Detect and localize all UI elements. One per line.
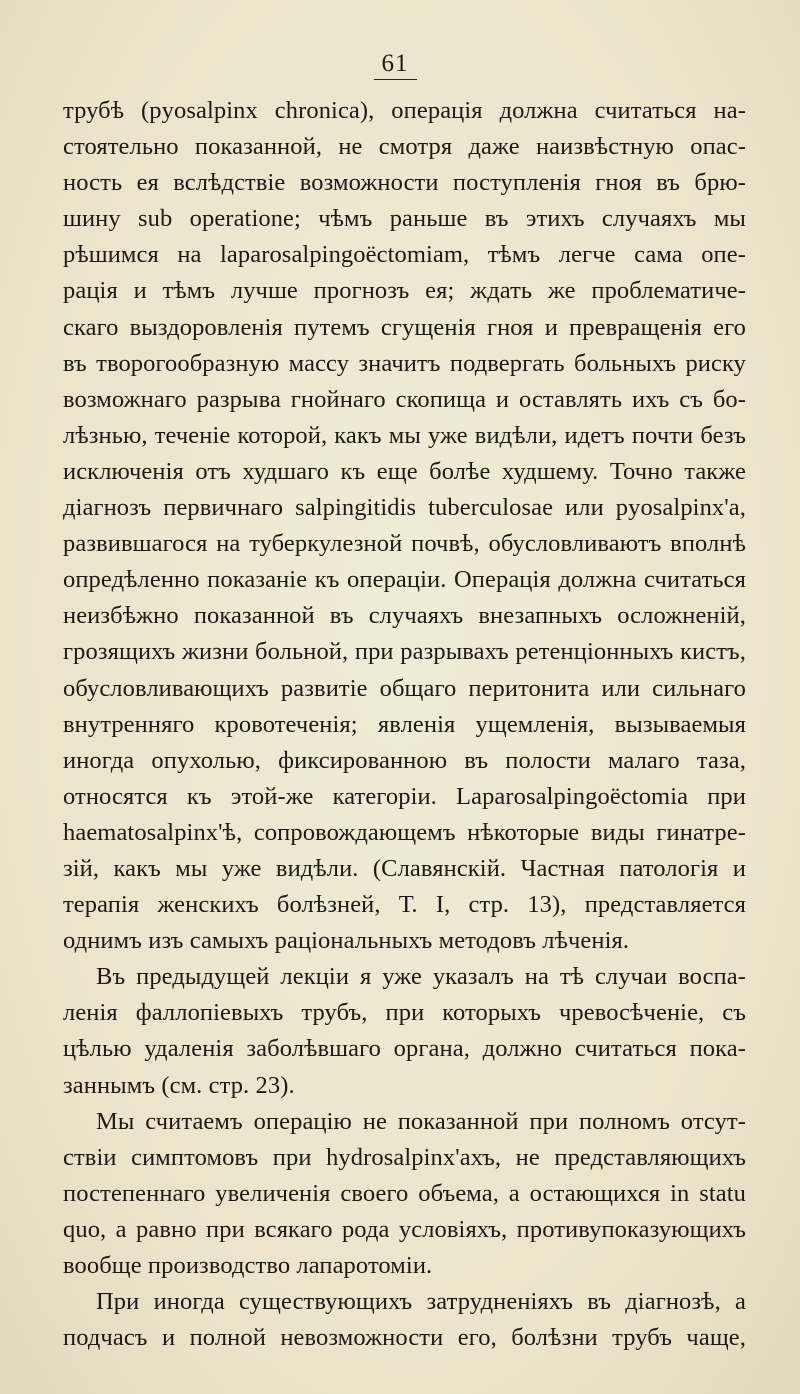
- text-line: опредѣленно показаніе къ операціи. Операція должна считаться: [63, 566, 746, 594]
- text-line: quo, а равно при всякаго рода условіяхъ, противупоказующихъ: [63, 1215, 746, 1243]
- page-number: [0, 50, 800, 80]
- text-line: исключенія отъ худшаго къ еще болѣе худшему. Точно также: [63, 457, 746, 485]
- text-line: рѣшимся на laparosalpingoëctomiam, тѣмъ легче сама опе-: [63, 241, 746, 269]
- text-line: стоятельно показанной, не смотря даже наизвѣстную опас-: [63, 133, 746, 161]
- text-line: внутренняго кровотеченія; явленія ущемленія, вызываемыя: [63, 710, 746, 738]
- text-line: Въ предыдущей лекціи я уже указалъ на тѣ случаи воспа-: [96, 963, 746, 991]
- text-line: терапія женскихъ болѣзней, Т. I, стр. 13), представляется: [63, 891, 746, 919]
- text-line: ность ея вслѣдствіе возможности поступленія гноя въ брю-: [63, 169, 746, 197]
- text-line: цѣлью удаленія заболѣвшаго органа, должно считаться пока-: [63, 1035, 746, 1063]
- text-line: заннымъ (см. стр. 23).: [63, 1071, 295, 1099]
- text-line: діагнозъ первичнаго salpingitidis tuberculosae или pyosalpinx'а,: [63, 494, 746, 522]
- text-line: ствіи симптомовъ при hydrosalpinx'ахъ, не представляющихъ: [63, 1143, 746, 1171]
- page-number-text: 61: [374, 50, 417, 80]
- text-line: обусловливающихъ развитіе общаго перитонита или сильнаго: [63, 674, 746, 702]
- text-line: неизбѣжно показанной въ случаяхъ внезапныхъ осложненій,: [63, 602, 746, 630]
- text-line: ленія фаллопіевыхъ трубъ, при которыхъ чревосѣченіе, съ: [63, 999, 746, 1027]
- text-line: шину sub operatione; чѣмъ раньше въ этихъ случаяхъ мы: [63, 205, 746, 233]
- text-line: трубѣ (pyosalpinx chronica), операція должна считаться на-: [63, 97, 746, 124]
- text-line: въ творогообразную массу значитъ подвергать больныхъ риску: [63, 349, 746, 377]
- text-line: скаго выздоровленія путемъ сгущенія гноя и превращенія его: [63, 313, 746, 341]
- text-line: haematosalpinx'ѣ, сопровождающемъ нѣкоторые виды гинатре-: [63, 818, 746, 846]
- text-line: развившагося на туберкулезной почвѣ, обусловливаютъ вполнѣ: [63, 530, 746, 558]
- text-line: зій, какъ мы уже видѣли. (Славянскій. Частная патологія и: [63, 854, 746, 882]
- text-line: грозящихъ жизни больной, при разрывахъ ретенціонныхъ кистъ,: [63, 638, 746, 666]
- text-line: однимъ изъ самыхъ раціональныхъ методовъ лѣченія.: [63, 927, 630, 955]
- text-line: иногда опухолью, фиксированною въ полости малаго таза,: [63, 746, 746, 774]
- text-line: рація и тѣмъ лучше прогнозъ ея; ждать же проблематиче-: [63, 277, 746, 305]
- text-line: лѣзнью, теченіе которой, какъ мы уже видѣли, идетъ почти безъ: [63, 421, 746, 449]
- text-line: возможнаго разрыва гнойнаго скопища и оставлять ихъ съ бо-: [63, 385, 746, 413]
- text-line: подчасъ и полной невозможности его, болѣзни трубъ чаще,: [63, 1324, 746, 1352]
- text-line: постепеннаго увеличенія своего объема, а остающихся in statu: [63, 1179, 746, 1207]
- text-line: вообще производство лапаротоміи.: [63, 1252, 433, 1279]
- body-text: [63, 93, 746, 1356]
- text-line: Мы считаемъ операцію не показанной при полномъ отсут-: [96, 1107, 746, 1135]
- text-line: При иногда существующихъ затрудненіяхъ въ діагнозѣ, а: [96, 1288, 746, 1316]
- text-line: относятся къ этой-же категоріи. Laparosalpingoëctomia при: [63, 782, 746, 810]
